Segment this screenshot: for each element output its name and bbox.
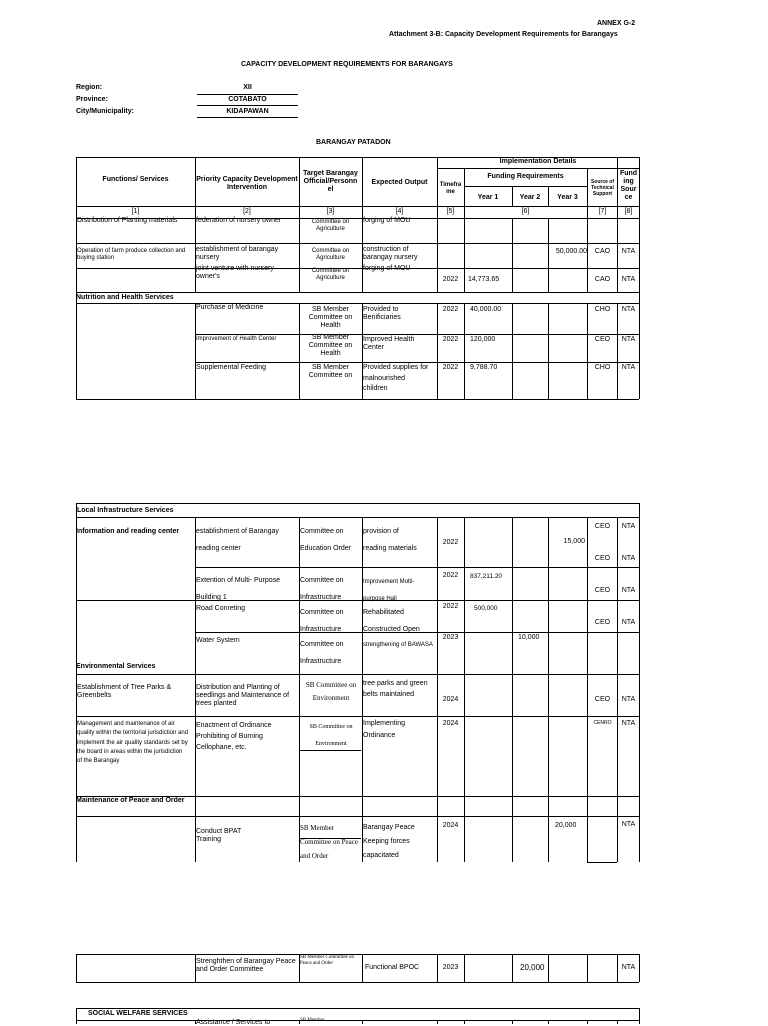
col-fund-source: Fund ing Sour ce [619,170,638,202]
col-functions: Functions/ Services [102,176,169,183]
col-num: [3] [326,208,335,215]
col-timeframe: Timefra me [439,182,462,195]
region-value: XII [243,84,252,91]
col-target: Target Barangay Official/Personn el [303,170,358,194]
col-num: [1] [131,208,140,215]
col-priority: Priority Capacity Development Intervention [196,176,298,192]
section-environment: Environmental Services [76,663,156,670]
col-source-tech: Source of Technical Support [590,179,615,197]
barangay-name: BARANGAY PATADON [316,139,391,146]
col-year1: Year 1 [477,194,499,201]
col-funding: Funding Requirements [487,173,564,180]
col-year2: Year 2 [519,194,541,201]
region-underline [197,94,298,95]
attachment-title: Attachment 3-B: Capacity Development Requirements for Barangays [389,31,618,38]
function-reading-center: Information and reading center [76,528,180,535]
col-num: [6] [521,208,530,215]
section-peace-order: Maintenance of Peace and Order [76,797,185,804]
col-implementation: Implementation Details [499,158,577,165]
social-target: SB Member [300,1018,325,1023]
col-expected: Expected Output [371,179,428,186]
section-social-welfare: SOCIAL WELFARE SERVICES [88,1010,188,1017]
col-num: [2] [243,208,251,215]
social-prio: Assistance / Services to [196,1019,271,1026]
section-infrastructure: Local Infrastructure Services [77,507,174,514]
annex-label: ANNEX G-2 [597,20,636,27]
city-label: City/Municipality: [76,108,134,115]
col-num: [5] [446,208,455,215]
page-title: CAPACITY DEVELOPMENT REQUIREMENTS FOR BARANGAYS [241,61,453,68]
section-nutrition: Nutrition and Health Services [76,294,174,301]
region-label: Region: [76,84,103,91]
col-num: [7] [598,208,607,215]
province-label: Province: [76,96,108,103]
city-underline [197,117,298,118]
col-year3: Year 3 [557,194,578,201]
col-num: [8] [624,208,633,215]
province-value: COTABATO [228,96,267,103]
province-underline [197,105,298,106]
col-num: [4] [395,208,404,215]
city-value: KIDAPAWAN [226,108,269,115]
